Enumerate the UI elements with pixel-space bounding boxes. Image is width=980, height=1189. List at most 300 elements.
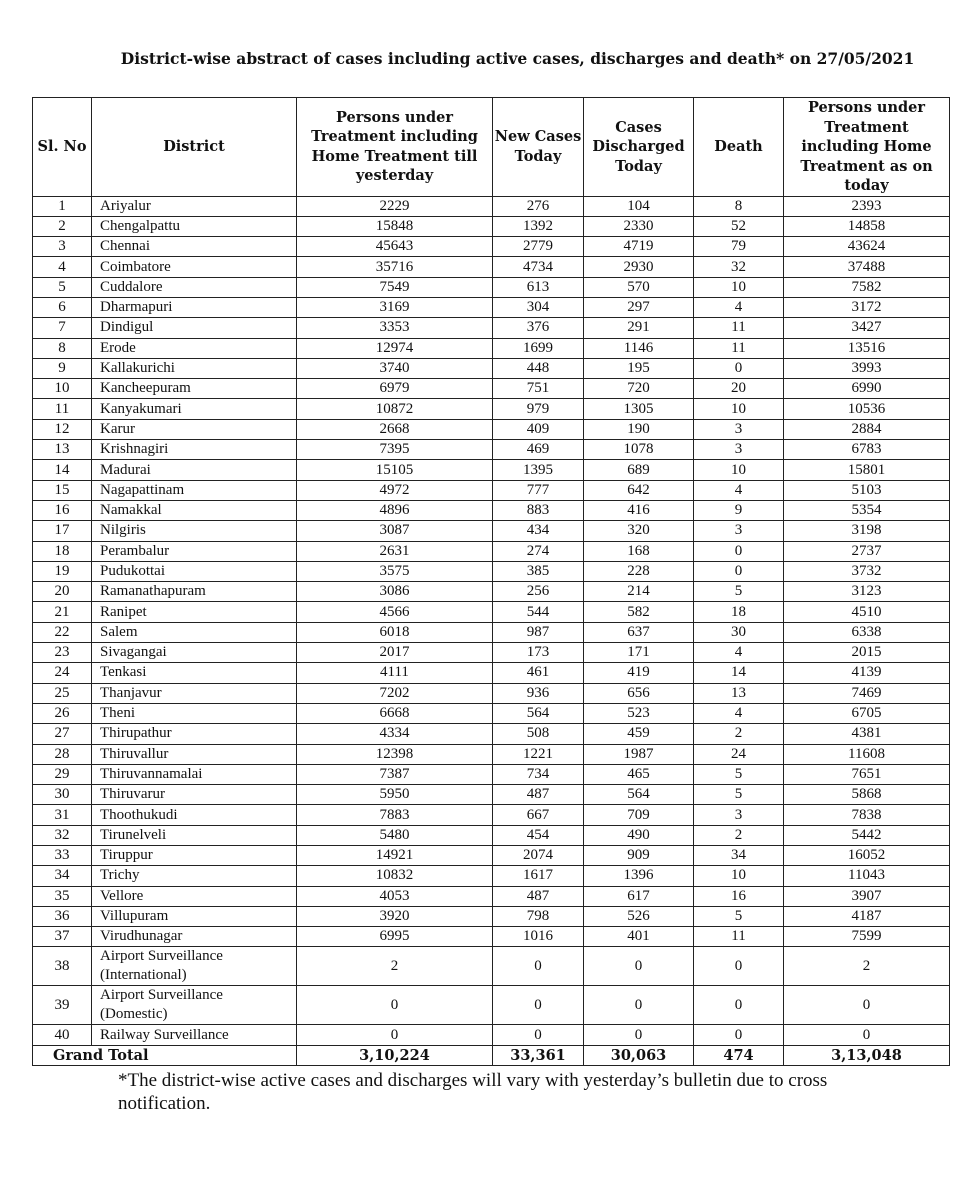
- value-cell: 18: [694, 602, 784, 622]
- district-cell: Cuddalore: [92, 277, 297, 297]
- value-cell: 32: [694, 257, 784, 277]
- value-cell: 9: [694, 500, 784, 520]
- sl-cell: 5: [33, 277, 92, 297]
- value-cell: 909: [584, 846, 694, 866]
- value-cell: 2017: [297, 643, 493, 663]
- value-cell: 3: [694, 440, 784, 460]
- value-cell: 720: [584, 379, 694, 399]
- value-cell: 7582: [784, 277, 950, 297]
- value-cell: 256: [493, 582, 584, 602]
- value-cell: 11: [694, 338, 784, 358]
- value-cell: 3575: [297, 561, 493, 581]
- value-cell: 2: [694, 825, 784, 845]
- value-cell: 454: [493, 825, 584, 845]
- sl-cell: 21: [33, 602, 92, 622]
- value-cell: 4734: [493, 257, 584, 277]
- sl-cell: 2: [33, 216, 92, 236]
- value-cell: 320: [584, 521, 694, 541]
- district-cell: Vellore: [92, 886, 297, 906]
- district-cell: Thoothukudi: [92, 805, 297, 825]
- district-cell: Tenkasi: [92, 663, 297, 683]
- district-cell: Thiruvannamalai: [92, 764, 297, 784]
- value-cell: 0: [297, 1025, 493, 1045]
- value-cell: 7387: [297, 764, 493, 784]
- district-cell: Sivagangai: [92, 643, 297, 663]
- header-discharged: Cases Discharged Today: [584, 98, 694, 197]
- value-cell: 3: [694, 805, 784, 825]
- table-row: [33, 724, 950, 744]
- value-cell: 4: [694, 480, 784, 500]
- value-cell: 6783: [784, 440, 950, 460]
- value-cell: 385: [493, 561, 584, 581]
- value-cell: 30: [694, 622, 784, 642]
- value-cell: 0: [784, 1025, 950, 1045]
- value-cell: 3: [694, 521, 784, 541]
- value-cell: 7599: [784, 927, 950, 947]
- grand-total-row: [33, 1045, 950, 1065]
- value-cell: 20: [694, 379, 784, 399]
- value-cell: 490: [584, 825, 694, 845]
- value-cell: 14858: [784, 216, 950, 236]
- district-name-line: Airport Surveillance: [100, 987, 223, 1004]
- header-under-treatment-today: Persons under Treatment including Home Treatment as on today: [784, 98, 950, 197]
- value-cell: 409: [493, 419, 584, 439]
- sl-cell: 31: [33, 805, 92, 825]
- value-cell: 4972: [297, 480, 493, 500]
- value-cell: 0: [493, 1025, 584, 1045]
- value-cell: 12398: [297, 744, 493, 764]
- value-cell: 883: [493, 500, 584, 520]
- district-cell: Railway Surveillance: [92, 1025, 297, 1045]
- value-cell: 173: [493, 643, 584, 663]
- sl-cell: 37: [33, 927, 92, 947]
- value-cell: 0: [784, 986, 950, 1025]
- district-cell: Trichy: [92, 866, 297, 886]
- sl-cell: 30: [33, 785, 92, 805]
- value-cell: 419: [584, 663, 694, 683]
- value-cell: 6979: [297, 379, 493, 399]
- value-cell: 274: [493, 541, 584, 561]
- value-cell: 2074: [493, 846, 584, 866]
- header-row: [33, 98, 950, 197]
- district-cell: Perambalur: [92, 541, 297, 561]
- grand-total-value: 474: [694, 1045, 784, 1065]
- value-cell: 642: [584, 480, 694, 500]
- table-row: [33, 947, 950, 986]
- value-cell: 6018: [297, 622, 493, 642]
- value-cell: 0: [694, 358, 784, 378]
- value-cell: 2737: [784, 541, 950, 561]
- value-cell: 667: [493, 805, 584, 825]
- sl-cell: 38: [33, 947, 92, 986]
- value-cell: 5: [694, 764, 784, 784]
- value-cell: 401: [584, 927, 694, 947]
- sl-cell: 3: [33, 237, 92, 257]
- value-cell: 15848: [297, 216, 493, 236]
- value-cell: 376: [493, 318, 584, 338]
- district-cell: Thiruvallur: [92, 744, 297, 764]
- value-cell: 7202: [297, 683, 493, 703]
- value-cell: 6668: [297, 703, 493, 723]
- value-cell: 14921: [297, 846, 493, 866]
- table-row: [33, 805, 950, 825]
- table-row: [33, 561, 950, 581]
- value-cell: 3920: [297, 906, 493, 926]
- value-cell: 7883: [297, 805, 493, 825]
- value-cell: 4510: [784, 602, 950, 622]
- value-cell: 35716: [297, 257, 493, 277]
- value-cell: 7395: [297, 440, 493, 460]
- value-cell: 24: [694, 744, 784, 764]
- district-name-line: Airport Surveillance: [100, 948, 223, 965]
- district-cell: Tirunelveli: [92, 825, 297, 845]
- value-cell: 2: [297, 947, 493, 986]
- value-cell: 798: [493, 906, 584, 926]
- value-cell: 4719: [584, 237, 694, 257]
- value-cell: 4334: [297, 724, 493, 744]
- table-row: [33, 440, 950, 460]
- value-cell: 228: [584, 561, 694, 581]
- value-cell: 3198: [784, 521, 950, 541]
- table-row: [33, 480, 950, 500]
- sl-cell: 6: [33, 297, 92, 317]
- value-cell: 617: [584, 886, 694, 906]
- district-cell: Chengalpattu: [92, 216, 297, 236]
- table-row: [33, 500, 950, 520]
- value-cell: 461: [493, 663, 584, 683]
- sl-cell: 22: [33, 622, 92, 642]
- sl-cell: 23: [33, 643, 92, 663]
- sl-cell: 15: [33, 480, 92, 500]
- sl-cell: 20: [33, 582, 92, 602]
- table-row: [33, 582, 950, 602]
- table-row: [33, 866, 950, 886]
- sl-cell: 19: [33, 561, 92, 581]
- district-cell: Virudhunagar: [92, 927, 297, 947]
- value-cell: 2015: [784, 643, 950, 663]
- value-cell: 3086: [297, 582, 493, 602]
- value-cell: 0: [584, 986, 694, 1025]
- value-cell: 5: [694, 785, 784, 805]
- value-cell: 13: [694, 683, 784, 703]
- value-cell: 5354: [784, 500, 950, 520]
- table-row: [33, 338, 950, 358]
- value-cell: 523: [584, 703, 694, 723]
- district-cell: Chennai: [92, 237, 297, 257]
- value-cell: 0: [694, 561, 784, 581]
- table-row: [33, 927, 950, 947]
- value-cell: 1078: [584, 440, 694, 460]
- value-cell: 12974: [297, 338, 493, 358]
- report-title: District-wise abstract of cases including active cases, discharges and death* on 27/05/2021: [120, 49, 915, 68]
- value-cell: 5950: [297, 785, 493, 805]
- value-cell: 14: [694, 663, 784, 683]
- value-cell: 979: [493, 399, 584, 419]
- value-cell: 10: [694, 460, 784, 480]
- value-cell: 6705: [784, 703, 950, 723]
- value-cell: 4381: [784, 724, 950, 744]
- table-row: [33, 237, 950, 257]
- header-death: Death: [694, 98, 784, 197]
- value-cell: 465: [584, 764, 694, 784]
- district-cell: Pudukottai: [92, 561, 297, 581]
- value-cell: 3123: [784, 582, 950, 602]
- sl-cell: 27: [33, 724, 92, 744]
- value-cell: 291: [584, 318, 694, 338]
- table-row: [33, 663, 950, 683]
- value-cell: 459: [584, 724, 694, 744]
- sl-cell: 18: [33, 541, 92, 561]
- sl-cell: 32: [33, 825, 92, 845]
- sl-cell: 28: [33, 744, 92, 764]
- value-cell: 11608: [784, 744, 950, 764]
- district-cases-table: [32, 97, 950, 1066]
- value-cell: 276: [493, 196, 584, 216]
- district-cell: Ranipet: [92, 602, 297, 622]
- value-cell: 2631: [297, 541, 493, 561]
- value-cell: 751: [493, 379, 584, 399]
- table-row: [33, 744, 950, 764]
- sl-cell: 14: [33, 460, 92, 480]
- value-cell: 10832: [297, 866, 493, 886]
- value-cell: 987: [493, 622, 584, 642]
- value-cell: 2: [694, 724, 784, 744]
- value-cell: 3740: [297, 358, 493, 378]
- value-cell: 0: [493, 947, 584, 986]
- value-cell: 0: [297, 986, 493, 1025]
- value-cell: 1016: [493, 927, 584, 947]
- value-cell: 1396: [584, 866, 694, 886]
- value-cell: 10536: [784, 399, 950, 419]
- value-cell: 2779: [493, 237, 584, 257]
- value-cell: 6338: [784, 622, 950, 642]
- value-cell: 3907: [784, 886, 950, 906]
- value-cell: 16: [694, 886, 784, 906]
- table-row: [33, 419, 950, 439]
- sl-cell: 26: [33, 703, 92, 723]
- value-cell: 2: [784, 947, 950, 986]
- value-cell: 416: [584, 500, 694, 520]
- district-cell: Coimbatore: [92, 257, 297, 277]
- value-cell: 4: [694, 297, 784, 317]
- table-row: [33, 358, 950, 378]
- sl-cell: 16: [33, 500, 92, 520]
- value-cell: 1305: [584, 399, 694, 419]
- district-cell: Nilgiris: [92, 521, 297, 541]
- sl-cell: 35: [33, 886, 92, 906]
- value-cell: 0: [493, 986, 584, 1025]
- district-cell: Dindigul: [92, 318, 297, 338]
- value-cell: 79: [694, 237, 784, 257]
- value-cell: 4139: [784, 663, 950, 683]
- value-cell: 4187: [784, 906, 950, 926]
- value-cell: 190: [584, 419, 694, 439]
- value-cell: 1221: [493, 744, 584, 764]
- table-row: [33, 703, 950, 723]
- table-row: [33, 399, 950, 419]
- value-cell: 3087: [297, 521, 493, 541]
- table-row: [33, 764, 950, 784]
- value-cell: 1617: [493, 866, 584, 886]
- value-cell: 8: [694, 196, 784, 216]
- sl-cell: 12: [33, 419, 92, 439]
- district-cell: Kancheepuram: [92, 379, 297, 399]
- value-cell: 570: [584, 277, 694, 297]
- value-cell: 10: [694, 399, 784, 419]
- value-cell: 7838: [784, 805, 950, 825]
- table-row: [33, 1025, 950, 1045]
- table-row: [33, 846, 950, 866]
- grand-total-value: 3,13,048: [784, 1045, 950, 1065]
- value-cell: 5868: [784, 785, 950, 805]
- value-cell: 3732: [784, 561, 950, 581]
- district-cell: [92, 947, 297, 986]
- value-cell: 487: [493, 785, 584, 805]
- value-cell: 709: [584, 805, 694, 825]
- table-row: [33, 602, 950, 622]
- value-cell: 3172: [784, 297, 950, 317]
- value-cell: 469: [493, 440, 584, 460]
- header-new-cases: New Cases Today: [493, 98, 584, 197]
- value-cell: 613: [493, 277, 584, 297]
- table-row: [33, 906, 950, 926]
- table-row: [33, 643, 950, 663]
- sl-cell: 17: [33, 521, 92, 541]
- value-cell: 11: [694, 927, 784, 947]
- value-cell: 297: [584, 297, 694, 317]
- table-row: [33, 318, 950, 338]
- value-cell: 1146: [584, 338, 694, 358]
- value-cell: 171: [584, 643, 694, 663]
- district-cell: Nagapattinam: [92, 480, 297, 500]
- value-cell: 37488: [784, 257, 950, 277]
- value-cell: 195: [584, 358, 694, 378]
- header-sl-no: Sl. No: [33, 98, 92, 197]
- value-cell: 11: [694, 318, 784, 338]
- district-cell: Ramanathapuram: [92, 582, 297, 602]
- value-cell: 5: [694, 906, 784, 926]
- table-row: [33, 216, 950, 236]
- value-cell: 3169: [297, 297, 493, 317]
- table-row: [33, 379, 950, 399]
- value-cell: 734: [493, 764, 584, 784]
- value-cell: 4896: [297, 500, 493, 520]
- sl-cell: 39: [33, 986, 92, 1025]
- value-cell: 3353: [297, 318, 493, 338]
- value-cell: 508: [493, 724, 584, 744]
- value-cell: 2393: [784, 196, 950, 216]
- district-cell: Villupuram: [92, 906, 297, 926]
- value-cell: 1987: [584, 744, 694, 764]
- table-row: [33, 196, 950, 216]
- value-cell: 2330: [584, 216, 694, 236]
- sl-cell: 33: [33, 846, 92, 866]
- value-cell: 0: [694, 947, 784, 986]
- district-cell: Madurai: [92, 460, 297, 480]
- district-cell: Tiruppur: [92, 846, 297, 866]
- value-cell: 104: [584, 196, 694, 216]
- value-cell: 43624: [784, 237, 950, 257]
- table-row: [33, 277, 950, 297]
- value-cell: 0: [584, 947, 694, 986]
- value-cell: 0: [694, 541, 784, 561]
- district-cell: Thanjavur: [92, 683, 297, 703]
- value-cell: 11043: [784, 866, 950, 886]
- value-cell: 4053: [297, 886, 493, 906]
- value-cell: 5103: [784, 480, 950, 500]
- value-cell: 0: [584, 1025, 694, 1045]
- value-cell: 2930: [584, 257, 694, 277]
- value-cell: 10: [694, 277, 784, 297]
- value-cell: 10872: [297, 399, 493, 419]
- table-row: [33, 622, 950, 642]
- district-cell: Salem: [92, 622, 297, 642]
- value-cell: 4: [694, 643, 784, 663]
- value-cell: 168: [584, 541, 694, 561]
- table-row: [33, 886, 950, 906]
- value-cell: 45643: [297, 237, 493, 257]
- footnote: *The district-wise active cases and discharges will vary with yesterday’s bulletin due to cross notification.: [118, 1070, 828, 1114]
- sl-cell: 1: [33, 196, 92, 216]
- value-cell: 487: [493, 886, 584, 906]
- sl-cell: 24: [33, 663, 92, 683]
- value-cell: 5: [694, 582, 784, 602]
- sl-cell: 4: [33, 257, 92, 277]
- value-cell: 3427: [784, 318, 950, 338]
- value-cell: 304: [493, 297, 584, 317]
- sl-cell: 36: [33, 906, 92, 926]
- district-cell: Karur: [92, 419, 297, 439]
- value-cell: 2229: [297, 196, 493, 216]
- value-cell: 52: [694, 216, 784, 236]
- value-cell: 6990: [784, 379, 950, 399]
- table-row: [33, 297, 950, 317]
- value-cell: 564: [493, 703, 584, 723]
- value-cell: 1699: [493, 338, 584, 358]
- district-cell: Krishnagiri: [92, 440, 297, 460]
- table-row: [33, 541, 950, 561]
- table-row: [33, 683, 950, 703]
- sl-cell: 29: [33, 764, 92, 784]
- value-cell: 544: [493, 602, 584, 622]
- district-cell: Ariyalur: [92, 196, 297, 216]
- value-cell: 7549: [297, 277, 493, 297]
- value-cell: 6995: [297, 927, 493, 947]
- header-district: District: [92, 98, 297, 197]
- value-cell: 34: [694, 846, 784, 866]
- value-cell: 4111: [297, 663, 493, 683]
- district-cell: [92, 986, 297, 1025]
- value-cell: 4566: [297, 602, 493, 622]
- district-cell: Thiruvarur: [92, 785, 297, 805]
- value-cell: 2668: [297, 419, 493, 439]
- value-cell: 3993: [784, 358, 950, 378]
- value-cell: 7651: [784, 764, 950, 784]
- district-name-line: (Domestic): [100, 1006, 168, 1023]
- grand-total-value: 30,063: [584, 1045, 694, 1065]
- value-cell: 16052: [784, 846, 950, 866]
- sl-cell: 34: [33, 866, 92, 886]
- sl-cell: 10: [33, 379, 92, 399]
- value-cell: 1392: [493, 216, 584, 236]
- grand-total-label: Grand Total: [33, 1045, 297, 1065]
- table-row: [33, 257, 950, 277]
- district-cell: Kanyakumari: [92, 399, 297, 419]
- value-cell: 5480: [297, 825, 493, 845]
- district-cell: Erode: [92, 338, 297, 358]
- value-cell: 214: [584, 582, 694, 602]
- value-cell: 448: [493, 358, 584, 378]
